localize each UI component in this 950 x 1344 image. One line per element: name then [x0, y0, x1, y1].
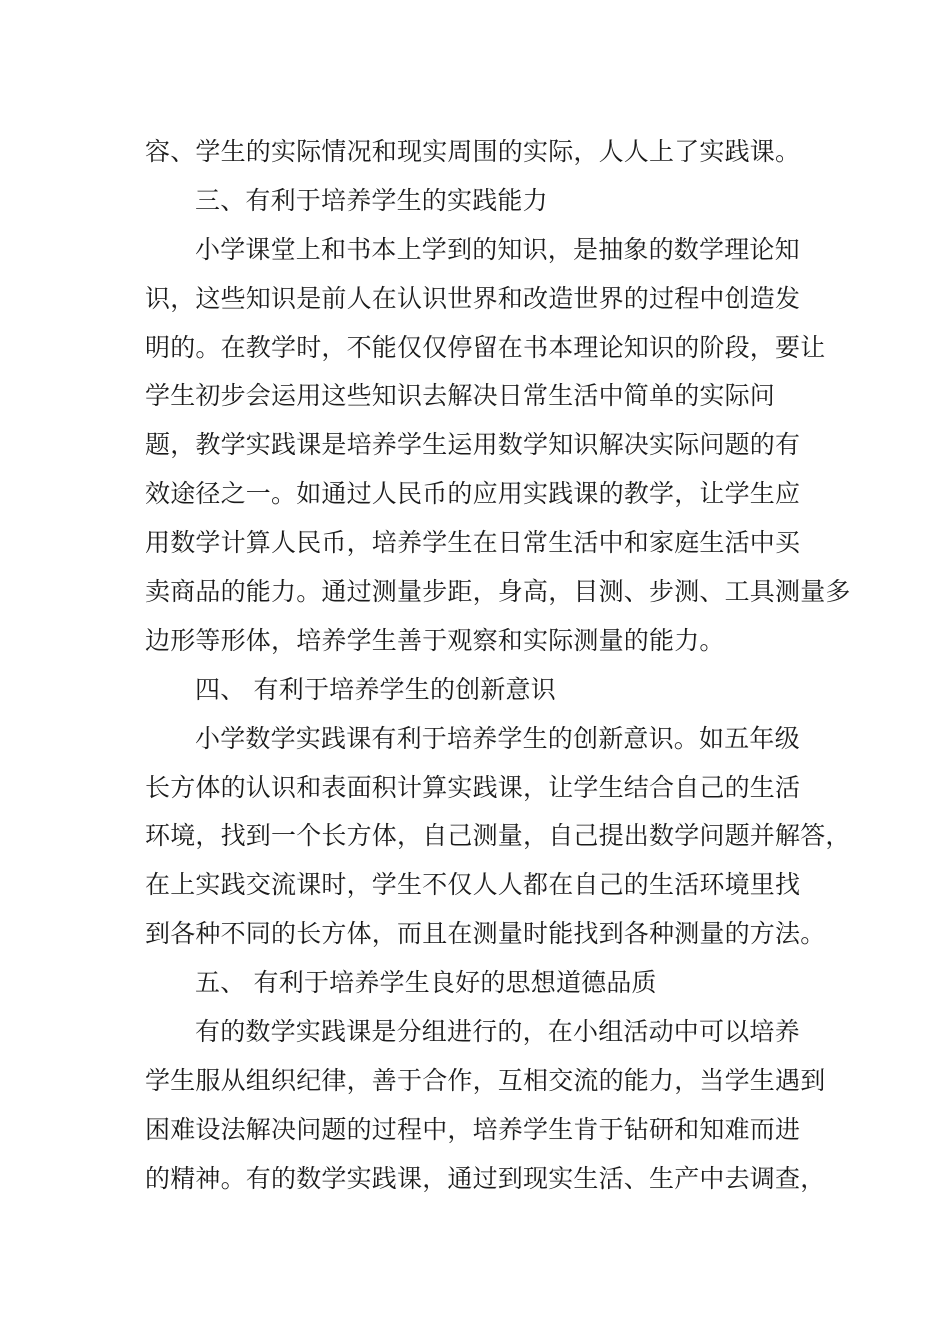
body-line: 容、学生的实际情况和现实周围的实际，人人上了实践课。	[145, 137, 801, 166]
document-body	[145, 128, 851, 1204]
body-line: 学生初步会运用这些知识去解决日常生活中简单的实际问	[145, 381, 776, 411]
body-line: 效途径之一。如通过人民币的应用实践课的教学，让学生应	[145, 479, 801, 509]
body-line: 边形等形体，培养学生善于观察和实际测量的能力。	[145, 625, 725, 655]
body-line: 识，这些知识是前人在认识世界和改造世界的过程中创造发	[145, 283, 801, 313]
body-line: 环境，找到一个长方体，自己测量，自己提出数学问题并解答，	[145, 821, 851, 851]
body-line: 卖商品的能力。通过测量步距，身高，目测、步测、工具测量多	[145, 577, 851, 607]
body-line: 困难设法解决问题的过程中，培养学生肯于钻研和知难而进	[145, 1114, 801, 1144]
body-line: 小学课堂上和书本上学到的知识，是抽象的数学理论知	[195, 234, 800, 264]
body-line: 小学数学实践课有利于培养学生的创新意识。如五年级	[195, 723, 800, 753]
body-line: 用数学计算人民币，培养学生在日常生活中和家庭生活中买	[145, 528, 801, 558]
body-line: 长方体的认识和表面积计算实践课，让学生结合自己的生活	[145, 772, 801, 802]
body-line: 在上实践交流课时，学生不仅人人都在自己的生活环境里找	[145, 870, 801, 900]
body-line: 题，教学实践课是培养学生运用数学知识解决实际问题的有	[145, 430, 801, 460]
body-line: 到各种不同的长方体，而且在测量时能找到各种测量的方法。	[145, 919, 826, 949]
body-line: 的精神。有的数学实践课，通过到现实生活、生产中去调查，	[145, 1163, 826, 1193]
body-line: 明的。在教学时，不能仅仅停留在书本理论知识的阶段，要让	[145, 332, 826, 362]
section-heading: 五、 有利于培养学生良好的思想道德品质	[195, 968, 657, 998]
body-line: 学生服从组织纪律，善于合作，互相交流的能力，当学生遇到	[145, 1065, 826, 1095]
section-heading: 三、有利于培养学生的实践能力	[195, 185, 548, 215]
section-heading: 四、 有利于培养学生的创新意识	[195, 674, 556, 704]
body-line: 有的数学实践课是分组进行的，在小组活动中可以培养	[195, 1017, 800, 1047]
